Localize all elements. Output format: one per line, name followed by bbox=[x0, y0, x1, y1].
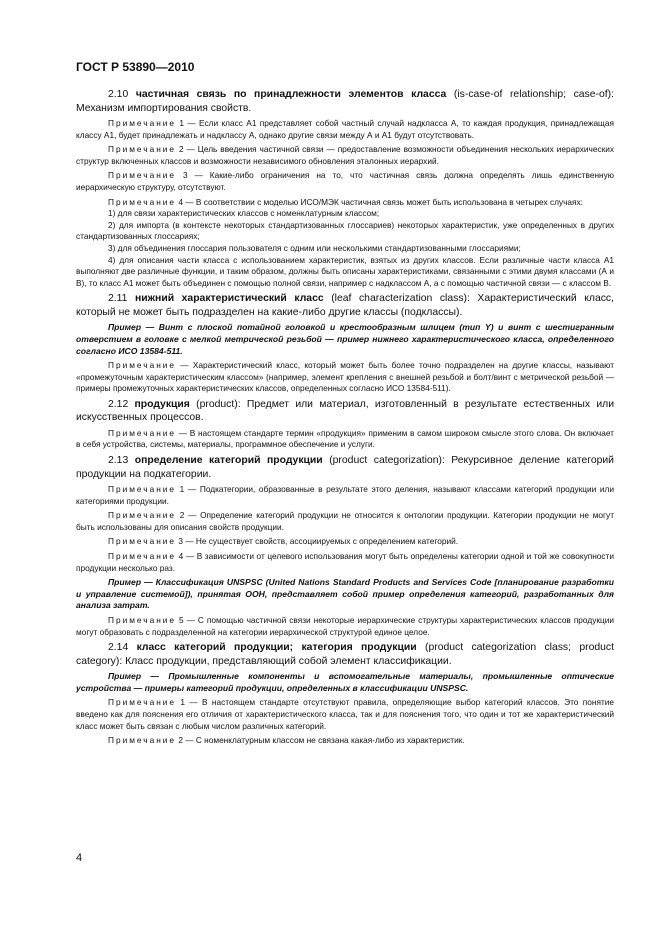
document-body bbox=[76, 88, 614, 848]
list-item: 4) для описания части класса с использованием характеристик, взятых из других классов. Если различные части класса А1 выполняют две различные функции, и таким образом, должны быть описаны характеристиками, связанными с этими двумя классами (А и В), то класс А1 может быть объединен с помощью полной связи, например с надклассом А, а с помощью частичной связи — с классом В. bbox=[76, 254, 614, 288]
note-label: Примечание bbox=[108, 170, 177, 181]
term-entry-2-14 bbox=[76, 641, 614, 668]
term-definition: (leaf characterization class): Характеристический класс, который не может быть подразделен на какие-либо другие классы (подклассы). bbox=[76, 293, 614, 318]
note-label: Примечание bbox=[108, 615, 177, 625]
term-name: класс категорий продукции; категория продукции bbox=[136, 642, 417, 654]
note bbox=[76, 510, 614, 533]
note-text: 2 — С номенклатурным классом не связана какая-либо из характеристик. bbox=[178, 735, 465, 746]
note-label: Примечание bbox=[108, 484, 177, 495]
note-label: Примечание bbox=[108, 427, 177, 438]
list-item: 3) для объединения глоссария пользователя с одним или несколькими стандартизованными глоссариями; bbox=[108, 242, 521, 253]
note bbox=[76, 360, 614, 395]
term-entry-2-12 bbox=[76, 398, 614, 425]
note bbox=[76, 197, 614, 209]
example: Пример — Классификация UNSPSC (United Nations Standard Products and Services Code [планирование разработки и управление системой]), принятая ООН, представляет собой пример определения категорий, разработанных для анализа затрат. bbox=[76, 577, 614, 611]
note bbox=[76, 735, 614, 747]
note-label: Примечание bbox=[108, 510, 177, 521]
example: Пример — Промышленные компоненты и вспомогательные материалы, промышленные оптические устройства — примеры категорий продукции, определенных в классификации UNSPSC. bbox=[76, 671, 614, 693]
term-definition: (product): Предмет или материал, изготовленный в результате естественных или искусственных процессов. bbox=[76, 398, 614, 424]
term-definition: (product categorization class; product category): Класс продукции, представляющий собой элемент классификации. bbox=[76, 642, 614, 667]
note-label: Примечание bbox=[108, 360, 177, 371]
term-number: 2.14 bbox=[108, 642, 129, 654]
note-text: 4 — В зависимости от целевого использования могут быть определены категории одной и той же совокупности продукции несколько раз. bbox=[76, 551, 614, 573]
note-text: 1 — Если класс А1 представляет собой частный случай надкласса А, то каждая продукция, принадлежащая классу А1, будет принадлежать и надклассу А, однако другие связи между А и А1 будут отсутствовать. bbox=[76, 118, 614, 140]
note bbox=[76, 170, 614, 193]
note bbox=[76, 697, 614, 732]
term-number: 2.11 bbox=[108, 293, 128, 305]
term-entry-2-13 bbox=[76, 454, 614, 481]
list-item: 1) для связи характеристических классов с номенклатурным классом; bbox=[108, 208, 380, 219]
note bbox=[76, 484, 614, 507]
term-definition: (product categorization): Рекурсивное деление категорий продукции на подкатегории. bbox=[76, 455, 614, 480]
term-name: частичная связь по принадлежности элементов класса bbox=[135, 89, 447, 100]
note bbox=[76, 536, 614, 548]
note-label: Примечание bbox=[108, 536, 177, 547]
term-name: продукция bbox=[134, 398, 190, 410]
note-text: 5 — С помощью частичной связи некоторые иерархические структуры характеристических классов продукции могут образовать с подразделенной на категории иерархической структурой единое целое. bbox=[76, 615, 614, 637]
note-text: 1 — Подкатегории, образованные в результате этого деления, называют классами категорий продукции или категориями продукции. bbox=[76, 484, 614, 506]
note-text: 2 — Цель введения частичной связи — предоставление возможности объединения нескольких иерархических структур включенных классов и возможности независимого обновления эталонных иерархий. bbox=[76, 144, 614, 166]
note-label: Примечание bbox=[108, 196, 177, 207]
note-text: — Характеристический класс, который может быть более точно подразделен на другие классы, называют «промежуточным характеристическим классом» (например, элемент крепления с внешней резьбой и болт/винт с метрической резьбой — примеры промежуточных характеристических классов, определенных согласно ИСО 13584-511). bbox=[76, 360, 614, 394]
term-number: 2.12 bbox=[108, 398, 129, 410]
note bbox=[76, 615, 614, 638]
note bbox=[76, 551, 614, 574]
note-text: 3 — Не существует свойств, ассоциируемых с определением категорий. bbox=[178, 536, 459, 547]
note-text: 2 — Определение категорий продукции не относится к онтологии продукции. Категории продукции не могут быть использованы для описания свойств продукции. bbox=[76, 510, 614, 532]
note-text: 3 — Какие-либо ограничения на то, что частичная связь должна определять лишь единственную иерархическую структуру, отсутствуют. bbox=[76, 170, 614, 192]
term-definition: (is-case-of relationship; case-of): Механизм импортирования свойств. bbox=[76, 89, 614, 114]
note-label: Примечание bbox=[108, 697, 177, 708]
list-item: 2) для импорта (в контексте некоторых стандартизованных глоссариев) некоторых характеристик, уже определенных в других стандартизованных глоссариях; bbox=[76, 219, 614, 242]
note-label: Примечание bbox=[108, 118, 177, 128]
note-label: Примечание bbox=[108, 144, 177, 155]
term-name: определение категорий продукции bbox=[134, 455, 323, 467]
note-text: — В настоящем стандарте термин «продукция» применим в самом широком смысле этого слова. Он включает в себя устройства, системы, материалы, программное обеспечение и услуги. bbox=[76, 427, 614, 450]
example: Пример — Винт с плоской потайной головкой и крестообразным шлицем (тип Y) и винт с шестигранным отверстием в головке с мелкой метрической резьбой — пример нижнего характеристического класса, определенного согласно ИСО 13584-511. bbox=[76, 322, 614, 356]
term-number: 2.13 bbox=[108, 455, 129, 467]
note-label: Примечание bbox=[108, 735, 177, 746]
note bbox=[76, 428, 614, 451]
note bbox=[76, 118, 614, 141]
note-label: Примечание bbox=[108, 551, 177, 562]
note bbox=[76, 144, 614, 167]
note-text: 1 — В настоящем стандарте отсутствуют правила, определяющие выбор категорий классов. Это понятие введено как для пояснения его отличия от характеристического класса, так и для пояснения того, что один и тот же характеристический класс может быть связан с любым числом различных категорий. bbox=[76, 697, 614, 731]
term-name: нижний характеристический класс bbox=[135, 293, 324, 305]
term-entry-2-11 bbox=[76, 292, 614, 319]
page-number: 4 bbox=[76, 852, 83, 864]
term-entry-2-10 bbox=[76, 88, 614, 115]
note-text: 4 — В соответствии с моделью ИСО/МЭК частичная связь может быть использована в четырех случаях: bbox=[178, 196, 583, 207]
term-number: 2.10 bbox=[108, 89, 129, 100]
document-header: ГОСТ Р 53890—2010 bbox=[76, 60, 195, 74]
